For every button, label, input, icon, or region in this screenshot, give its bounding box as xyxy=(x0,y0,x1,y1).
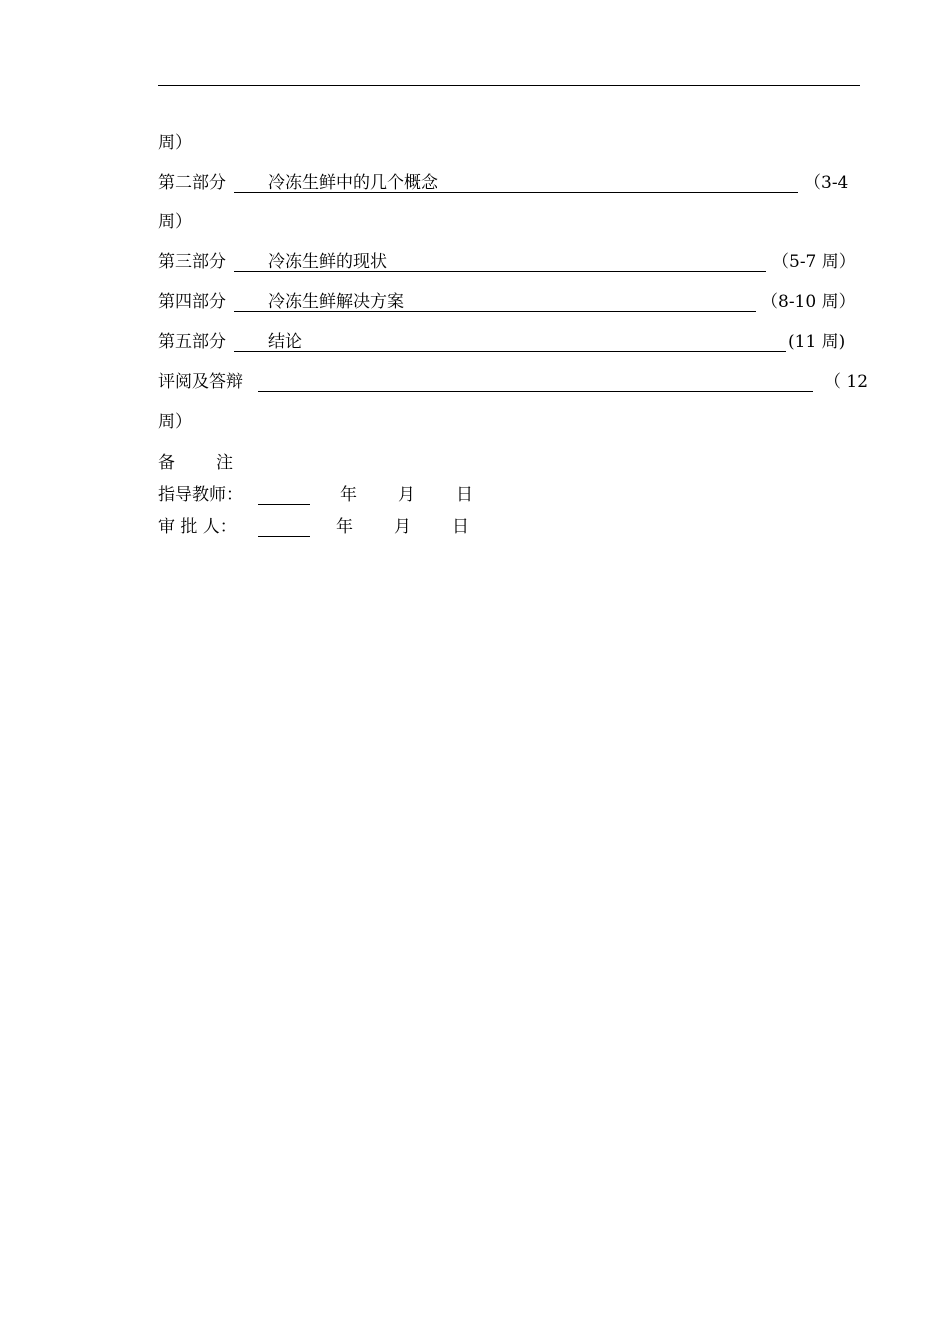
part-label: 第五部分 xyxy=(158,332,226,352)
weeks-text: （ 12 xyxy=(824,372,869,392)
part-label: 第二部分 xyxy=(158,173,226,193)
topic-text: 冷冻生鲜中的几个概念 xyxy=(268,173,438,193)
schedule-row-part-three xyxy=(158,249,860,275)
year-label: 年 xyxy=(336,517,353,537)
topic-underline xyxy=(258,371,813,392)
weeks-text: （3-4 xyxy=(804,173,849,193)
topic-underline xyxy=(234,251,766,272)
approver-signature-row xyxy=(158,514,498,540)
month-label: 月 xyxy=(398,485,415,505)
remark-label: 备 xyxy=(158,453,175,473)
topic-text: 冷冻生鲜的现状 xyxy=(268,252,387,272)
part-label: 第三部分 xyxy=(158,252,226,272)
topic-text: 结论 xyxy=(268,332,302,352)
weeks-text: （5-7 周） xyxy=(772,252,856,272)
day-label: 日 xyxy=(452,517,469,537)
day-label: 日 xyxy=(456,485,473,505)
schedule-row-continuation xyxy=(158,209,860,235)
remark-row xyxy=(158,450,358,476)
approver-signature-blank xyxy=(258,516,310,537)
schedule-row-review xyxy=(158,369,869,395)
topic-underline xyxy=(234,291,756,312)
part-label: 第四部分 xyxy=(158,292,226,312)
year-label: 年 xyxy=(340,485,357,505)
topic-underline xyxy=(234,172,798,193)
schedule-row-part-five xyxy=(158,329,860,355)
schedule-row-continuation xyxy=(158,409,860,435)
approver-label: 审 批 人： xyxy=(158,517,237,537)
topic-underline xyxy=(234,331,786,352)
weeks-text: （8-10 周） xyxy=(761,292,856,312)
advisor-signature-row xyxy=(158,482,498,508)
schedule-row-continuation xyxy=(158,130,860,156)
part-label: 评阅及答辩 xyxy=(158,372,243,392)
remark-label: 注 xyxy=(216,453,233,473)
schedule-row-part-two xyxy=(158,170,860,196)
header-rule xyxy=(158,85,860,86)
topic-text: 冷冻生鲜解决方案 xyxy=(268,292,404,312)
weeks-text: 周） xyxy=(158,133,192,153)
weeks-text: (11 周) xyxy=(788,332,846,352)
weeks-text: 周） xyxy=(158,212,192,232)
advisor-label: 指导教师： xyxy=(158,485,243,505)
month-label: 月 xyxy=(394,517,411,537)
weeks-text: 周） xyxy=(158,412,192,432)
schedule-row-part-four xyxy=(158,289,860,315)
advisor-signature-blank xyxy=(258,484,310,505)
